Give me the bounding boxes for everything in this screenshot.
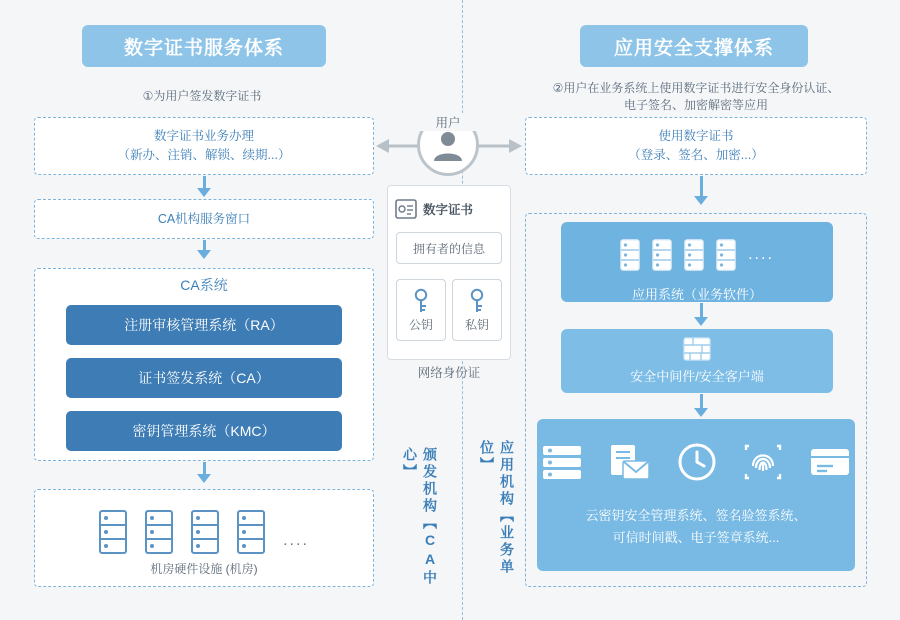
arrow-user-to-left (376, 136, 420, 156)
ca-item-ca[interactable]: 证书签发系统（CA） (66, 358, 342, 398)
certificate-icon (395, 199, 417, 219)
business-handling-box (34, 117, 374, 175)
server-icon (191, 510, 219, 554)
application-system-box (561, 222, 833, 302)
network-id-label: 网络身份证 (417, 366, 481, 380)
arrow-business-to-window (197, 176, 211, 197)
ca-item-kmc[interactable]: 密钥管理系统（KMC） (66, 411, 342, 451)
ca-window-box (34, 199, 374, 239)
key-management-icon (541, 442, 583, 482)
arrow-middleware-to-services (694, 394, 708, 417)
ca-window-label: CA机构服务窗口 (157, 211, 251, 226)
security-services-box (537, 419, 855, 571)
hardware-label: 机房硬件设施 (机房) (150, 561, 258, 576)
arrow-user-to-right (478, 136, 522, 156)
business-line1: 数字证书业务办理 (153, 129, 254, 143)
arrow-window-to-casystem (197, 240, 211, 259)
server-icon (716, 239, 736, 271)
fingerprint-icon (743, 442, 783, 482)
server-icon (684, 239, 704, 271)
public-key-box (396, 279, 446, 341)
certificate-usage-box (525, 117, 867, 175)
right-caption-line2: 电子签名、加密解密等应用 (623, 98, 768, 112)
server-icon (237, 510, 265, 554)
key-icon (410, 288, 432, 314)
ca-system-title: CA系统 (180, 277, 228, 293)
key-icon (466, 288, 488, 314)
arrow-apps-to-middleware (694, 303, 708, 326)
private-key-box (452, 279, 502, 341)
timestamp-clock-icon (677, 442, 717, 482)
server-icon (652, 239, 672, 271)
hardware-dots: .... (283, 532, 309, 549)
public-key-label: 公钥 (408, 317, 433, 332)
server-icon (99, 510, 127, 554)
arrow-casystem-to-hardware (197, 462, 211, 483)
services-line1: 云密钥安全管理系统、签名验签系统、 (585, 508, 807, 523)
left-caption: ①为用户签发数字证书 (142, 89, 262, 103)
user-label: 用户 (408, 113, 488, 131)
application-vertical-label: 应用机构【业务单位】 (479, 440, 515, 576)
signature-verify-icon (609, 442, 651, 482)
owner-info-box: 拥有者的信息 (396, 232, 502, 264)
server-icon (620, 239, 640, 271)
hardware-box (34, 489, 374, 587)
left-header: 数字证书服务体系 (82, 25, 326, 67)
issuer-vertical-label: 颁发机构【CA中心】 (402, 447, 438, 587)
digital-certificate-row (395, 196, 505, 222)
services-line2: 可信时间戳、电子签章系统... (612, 530, 780, 545)
right-caption (524, 80, 868, 114)
e-seal-card-icon (809, 446, 851, 478)
arrow-usage-to-apps (694, 176, 708, 205)
ca-system-box (34, 268, 374, 461)
ca-item-ra[interactable]: 注册审核管理系统（RA） (66, 305, 342, 345)
middleware-label: 安全中间件/安全客户端 (630, 369, 764, 384)
usage-line2: （登录、签名、加密...） (628, 148, 764, 162)
middleware-icon (683, 337, 711, 361)
usage-line1: 使用数字证书 (658, 129, 734, 143)
digital-certificate-label: 数字证书 (423, 203, 474, 217)
server-icon (145, 510, 173, 554)
private-key-label: 私钥 (464, 317, 489, 332)
business-line2: （新办、注销、解锁、续期...） (117, 148, 291, 162)
application-system-label: 应用系统（业务软件） (631, 286, 762, 302)
right-caption-line1: ②用户在业务系统上使用数字证书进行安全身份认证、 (552, 81, 840, 95)
security-services-labels (537, 505, 855, 549)
application-system-dots: .... (748, 246, 774, 263)
middleware-box (561, 329, 833, 393)
right-header: 应用安全支撑体系 (580, 25, 808, 67)
